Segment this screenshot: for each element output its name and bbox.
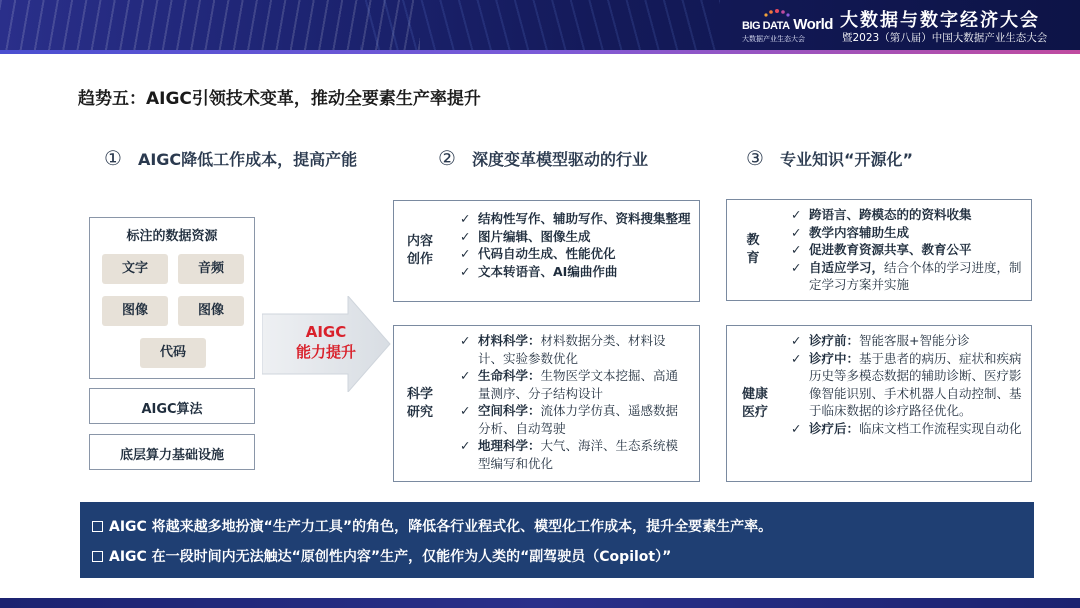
card-science-label-line-2: 研究 [406, 405, 433, 420]
list-item-heading: 材料科学： [478, 333, 541, 348]
card-health-list [791, 332, 1025, 437]
list-item-text: 代码自动生成、性能优化 [478, 246, 616, 261]
card-content-list [460, 210, 692, 280]
chip-image-2: 图像 [178, 296, 244, 326]
list-item-text: 图片编辑、图像生成 [478, 228, 591, 244]
list-item [460, 332, 690, 367]
chip-image: 图像 [102, 296, 168, 326]
list-item [791, 332, 1025, 350]
logo-subtext: 大数据产业生态大会 [742, 35, 805, 43]
check-icon: ✓ [791, 242, 802, 257]
check-icon: ✓ [791, 333, 802, 348]
card-science-label [400, 386, 440, 422]
column-number-3: ③ [746, 146, 764, 170]
list-item-heading: 自适应学习， [809, 259, 885, 275]
header-stripe [0, 50, 1080, 54]
list-item-heading: 诊疗中： [809, 350, 860, 366]
check-icon: ✓ [460, 438, 471, 453]
list-item [460, 228, 692, 246]
list-item-heading: 跨语言、跨模态的的资料收集 [809, 207, 972, 222]
card-science-label-line-1: 科学 [406, 387, 433, 402]
arrow-label-line-1: AIGC [305, 323, 347, 341]
card-content-label [400, 233, 440, 269]
list-item [791, 206, 1025, 224]
list-item-heading: 地理科学： [478, 438, 541, 453]
conference-title: 大数据与数字经济大会 [840, 10, 1040, 31]
check-icon: ✓ [460, 228, 471, 244]
card-education [726, 199, 1032, 301]
infrastructure-box [89, 434, 255, 470]
summary-line-2 [92, 546, 671, 566]
list-item-text: 结构性写作、辅助写作、资料搜集整理 [478, 211, 691, 226]
list-item-text: 材料数据分类、材料设计、实验参数优化 [478, 333, 666, 366]
column-label-1: AIGC降低工作成本，提高产能 [137, 150, 358, 169]
list-item-text: 生物医学文本挖掘、高通量测序、分子结构设计 [478, 368, 679, 401]
list-item [791, 259, 1025, 294]
check-icon: ✓ [791, 259, 802, 275]
list-item-text: 结合个体的学习进度，制定学习方案并实施 [809, 259, 1022, 292]
algorithm-box [89, 388, 255, 424]
list-item-text: 大气、海洋、生态系统模型编写和优化 [478, 438, 679, 471]
column-label-3: 专业知识“开源化” [779, 150, 913, 169]
arrow-label [280, 322, 372, 362]
summary-box [80, 502, 1034, 578]
checkbox-square-icon [92, 551, 103, 562]
card-content-creation [393, 200, 700, 302]
list-item-text: 基于患者的病历、症状和疾病历史等多模态数据的辅助诊断、医疗影像智能识别、手术机器人自动控制、基于临床数据的诊疗路径优化。 [809, 350, 1022, 418]
list-item [460, 402, 690, 437]
conference-subtitle: 暨2023（第八届）中国大数据产业生态大会 [842, 32, 1048, 44]
card-health-label-line-2: 医疗 [741, 405, 768, 420]
check-icon: ✓ [791, 420, 802, 436]
check-icon: ✓ [460, 246, 471, 261]
card-education-label [731, 232, 775, 268]
card-health-label-line-1: 健康 [741, 387, 768, 402]
check-icon: ✓ [460, 211, 471, 226]
card-education-label-line-2: 育 [746, 251, 760, 266]
summary-line-2-text: AIGC 在一段时间内无法触达“原创性内容”生产，仅能作为人类的“副驾驶员（Copilot）” [109, 549, 672, 565]
data-resources-box [89, 217, 255, 379]
column-number-1: ① [104, 146, 122, 170]
data-resources-title: 标注的数据资源 [126, 229, 218, 244]
list-item-text: 临床文档工作流程实现自动化 [859, 420, 1022, 436]
list-item [791, 241, 1025, 259]
list-item [460, 263, 692, 281]
banner-rays-secondary [360, 0, 720, 52]
chip-text: 文字 [102, 254, 168, 284]
check-icon: ✓ [791, 207, 802, 222]
list-item-heading: 教学内容辅助生成 [809, 224, 910, 240]
banner-rays [0, 0, 420, 52]
checkbox-square-icon [92, 521, 103, 532]
card-education-label-line-1: 教 [746, 233, 760, 248]
algorithm-label: AIGC算法 [141, 402, 203, 417]
list-item [460, 437, 690, 472]
list-item-heading: 生命科学： [478, 368, 541, 383]
header-banner [0, 0, 1080, 52]
card-science-list [460, 332, 690, 472]
list-item-text: 流体力学仿真、遥感数据分析、自动驾驶 [478, 403, 679, 436]
column-number-2: ② [438, 146, 456, 170]
list-item-heading: 诊疗后： [809, 420, 860, 436]
card-health-label [731, 386, 779, 422]
chip-code: 代码 [140, 338, 206, 368]
list-item [460, 210, 692, 228]
card-scientific-research [393, 325, 700, 482]
list-item-text: 文本转语音、AI编曲作曲 [478, 263, 618, 279]
summary-line-1 [92, 516, 772, 536]
summary-line-1-text: AIGC 将越来越多地扮演“生产力工具”的角色，降低各行业程式化、模型化工作成本，提升全要素生产率。 [109, 519, 773, 535]
list-item [791, 224, 1025, 242]
page-title: 趋势五：AIGC引领技术变革，推动全要素生产率提升 [78, 89, 481, 109]
list-item [791, 350, 1025, 420]
column-heading-1 [104, 146, 357, 170]
infrastructure-label: 底层算力基础设施 [119, 448, 224, 463]
logo-text: BIG DATA World [742, 16, 833, 33]
column-heading-2 [438, 146, 648, 170]
footer-bar [0, 598, 1080, 608]
card-content-label-line-1: 内容 [406, 234, 433, 249]
column-heading-3 [746, 146, 913, 170]
arrow-label-line-2: 能力提升 [295, 343, 356, 361]
check-icon: ✓ [460, 368, 471, 383]
card-healthcare [726, 325, 1032, 482]
list-item-heading: 诊疗前： [809, 333, 860, 348]
card-content-label-line-2: 创作 [406, 252, 433, 267]
check-icon: ✓ [460, 403, 471, 418]
column-label-2: 深度变革模型驱动的行业 [471, 150, 648, 169]
check-icon: ✓ [791, 350, 802, 366]
list-item-heading: 促进教育资源共享、教育公平 [809, 242, 972, 257]
check-icon: ✓ [460, 263, 471, 279]
list-item-heading: 空间科学： [478, 403, 541, 418]
list-item [460, 245, 692, 263]
conference-logo [742, 10, 834, 44]
list-item [460, 367, 690, 402]
check-icon: ✓ [791, 224, 802, 240]
list-item [791, 420, 1025, 438]
card-education-list [791, 206, 1025, 294]
check-icon: ✓ [460, 333, 471, 348]
list-item-text: 智能客服+智能分诊 [859, 333, 970, 348]
chip-audio: 音频 [178, 254, 244, 284]
